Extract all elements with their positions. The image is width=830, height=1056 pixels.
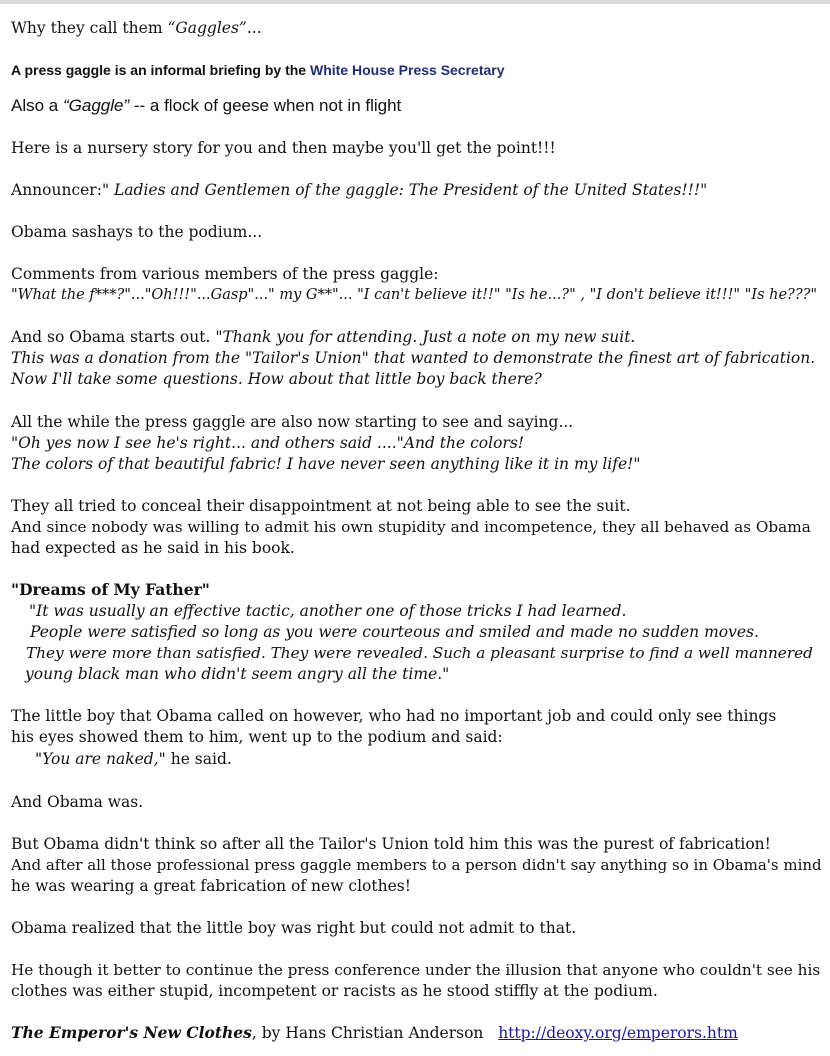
book-quote-line-4: young black man who didn't seem angry all the time." <box>25 665 450 683</box>
book-title: "Dreams of My Father" <box>11 580 210 599</box>
announcer-line: Announcer:" Ladies and Gentlemen of the gaggle: The President of the United States!!!" <box>11 181 708 199</box>
doc-title: Why they call them “Gaggles”... <box>11 19 262 37</box>
conceal-line-1: They all tried to conceal their disappointment at not being able to see the suit. <box>11 497 631 515</box>
top-border <box>0 0 830 4</box>
fabrication-line-1: But Obama didn't think so after all the Tailor's Union told him this was the purest of fabrication! <box>11 835 771 853</box>
illusion-line-1: He though it better to continue the press conference under the illusion that anyone who couldn't see his <box>11 961 821 979</box>
book-quote-line-1: "It was usually an effective tactic, another one of those tricks I had learned. <box>29 602 627 620</box>
boy-quote: "You are naked," he said. <box>35 750 232 768</box>
fabrication-line-2: And after all those professional press gaggle members to a person didn't say anything so in Obama's mind <box>11 856 822 874</box>
gaggle-definition: Also a “Gaggle” -- a flock of geese when not in flight <box>11 96 402 115</box>
comments-quotes: "What the f***?"..."Oh!!!"...Gasp"..." my G**"... "I can't believe it!!" "Is he...?" , "I don't believe it!!!" "Is he???" <box>11 287 818 303</box>
boy-line-1: The little boy that Obama called on however, who had no important job and could only see things <box>11 707 777 725</box>
emperors-link[interactable]: http://deoxy.org/emperors.htm <box>498 1024 738 1042</box>
book-quote-line-2: People were satisfied so long as you were courteous and smiled and made no sudden moves. <box>30 623 759 641</box>
boy-line-2: his eyes showed them to him, went up to the podium and said: <box>11 728 503 746</box>
naked-line: And Obama was. <box>11 793 144 811</box>
comments-lead: Comments from various members of the press gaggle: <box>11 265 439 283</box>
conceal-line-2: And since nobody was willing to admit his own stupidity and incompetence, they all behaved as Obama <box>11 518 811 536</box>
sashay-line: Obama sashays to the podium... <box>11 223 263 241</box>
speech-line-1: And so Obama starts out. "Thank you for attending. Just a note on my new suit. <box>11 328 636 346</box>
illusion-line-2: clothes was either stupid, incompetent or racists as he stood stiffly at the podium. <box>11 982 658 1000</box>
reaction-line-1: All the while the press gaggle are also now starting to see and saying... <box>11 413 574 431</box>
footer-book-title: The Emperor's New Clothes <box>11 1023 252 1042</box>
conceal-line-3: had expected as he said in his book. <box>11 539 295 557</box>
speech-line-3: Now I'll take some questions. How about that little boy back there? <box>11 370 542 388</box>
fabrication-line-3: he was wearing a great fabrication of new clothes! <box>11 877 411 895</box>
footer-citation: The Emperor's New Clothes, by Hans Christian Anderson http://deoxy.org/emperors.htm <box>11 1023 738 1042</box>
press-secretary-highlight: White House Press Secretary <box>309 62 505 78</box>
speech-line-2: This was a donation from the "Tailor's Union" that wanted to demonstrate the finest art of fabrication. <box>11 349 816 367</box>
definition-line: A press gaggle is an informal briefing by the White House Press Secretary <box>11 62 505 78</box>
intro-text: Here is a nursery story for you and then maybe you'll get the point!!! <box>11 139 556 157</box>
book-quote-line-3: They were more than satisfied. They were revealed. Such a pleasant surprise to find a well mannered <box>26 644 813 662</box>
reaction-line-3: The colors of that beautiful fabric! I have never seen anything like it in my life!" <box>11 455 641 473</box>
reaction-line-2: "Oh yes now I see he's right... and others said ...."And the colors! <box>11 434 524 452</box>
realized-line: Obama realized that the little boy was right but could not admit to that. <box>11 919 577 937</box>
